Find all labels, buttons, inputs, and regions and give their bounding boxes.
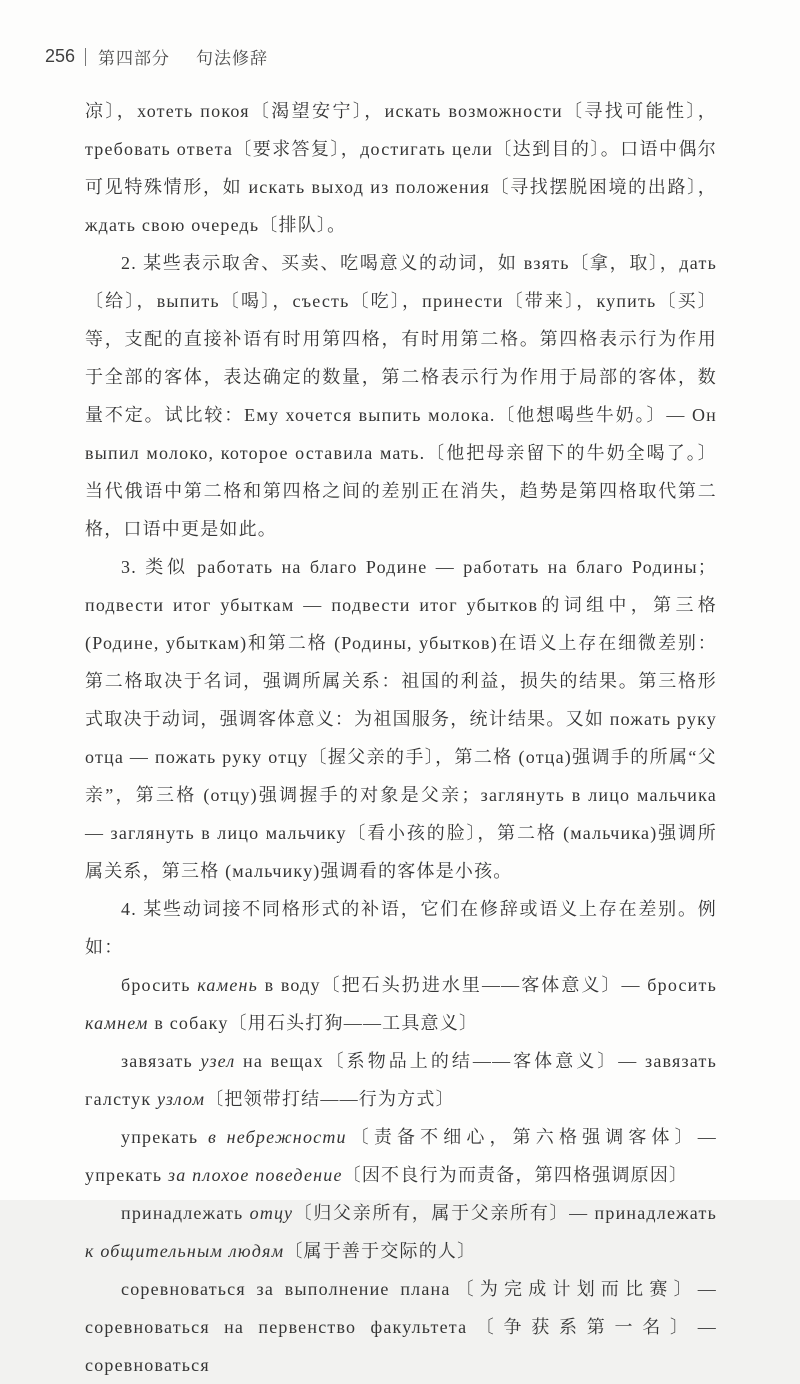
italic-run: узлом [156,1089,206,1109]
paragraph [85,1270,717,1384]
page-number: 256 [45,46,76,66]
paragraph [85,92,717,244]
italic-run: отцу [249,1203,294,1223]
text-run: бросить [121,975,198,995]
italic-run: за плохое поведение [168,1165,343,1185]
italic-run: камнем [85,1013,149,1033]
text-run: завязать [121,1051,201,1071]
paragraph [85,244,717,548]
text-run: упрекать [121,1127,208,1147]
italic-run: узел [200,1051,236,1071]
text-run: на вещах〔系物品上的结——客体意义〕— завязать галстук [85,1051,717,1109]
paragraph [85,966,717,1042]
text-run: 凉〕，хотеть покоя〔渴望安宁〕，искать возможности〔寻找可能性〕，требовать ответа〔要求答复〕，достигать цели〔达到目的〕。口语中偶尔可见特殊情形，如 искать выход из положения〔寻找摆脱困境的出路〕，ждать свою очередь〔排队〕。 [85,101,717,235]
text-run: принадлежать [121,1203,250,1223]
italic-run: камень [197,975,259,995]
text-run: 〔因不良行为而责备，第四格强调原因〕 [342,1165,689,1185]
text-run: 2. 某些表示取舍、买卖、吃喝意义的动词，如 взять〔拿，取〕，дать〔给〕，выпить〔喝〕，съесть〔吃〕，принести〔带来〕，купить〔买〕等，支配的直接补语有时用第四格，有时用第二格。第四格表示行为作用于全部的客体，表达确定的数量，第二格表示行为作用于局部的客体，数量不定。试比较：Ему хочется выпить молока.〔他想喝些牛奶。〕— Он выпил молоко, которое оставила мать.〔他把母亲留下的牛奶全喝了。〕当代俄语中第二格和第四格之间的差别正在消失，趋势是第四格取代第二格，口语中更是如此。 [85,253,717,539]
section-label: 第四部分 [98,49,171,68]
text-run: 〔归父亲所有，属于父亲所有〕— принадлежать [293,1203,718,1223]
text-run: 3. 类似 работать на благо Родине — работать на благо Родины；подвести итог убыткам — подвести итог убытков的词组中，第三格 (Родине, убыткам)和第二格 (Родины, убытков)在语义上存在细微差别：第二格取决于名词，强调所属关系：祖国的利益，损失的结果。第三格形式取决于动词，强调客体意义：为祖国服务，统计结果。又如 пожать руку отца — пожать руку отцу〔握父亲的手〕，第二格 (отца)强调手的所属“父亲”，第三格 (отцу)强调握手的对象是父亲；заглянуть в лицо мальчика — заглянуть в лицо мальчику〔看小孩的脸〕，第二格 (мальчика)强调所属关系，第三格 (мальчику)强调看的客体是小孩。 [85,557,717,881]
text-run: 〔把领带打结——行为方式〕 [205,1089,455,1109]
text-run: 〔责备不细心，第六格强调客体〕— упрекать [85,1127,717,1185]
header-divider [85,48,86,66]
paragraph [85,1194,717,1270]
page-body [85,92,717,1384]
text-run: 4. 某些动词接不同格形式的补语，它们在修辞或语义上存在差别。例如： [85,899,717,957]
text-run: в воду〔把石头扔进水里——客体意义〕— бросить [258,975,717,995]
paragraph [85,1118,717,1194]
italic-run: к общительным людям [85,1241,285,1261]
text-run: в собаку〔用石头打狗——工具意义〕 [148,1013,479,1033]
text-run: 〔属于善于交际的人〕 [284,1241,477,1261]
paragraph [85,1042,717,1118]
chapter-title: 句法修辞 [196,49,269,68]
italic-run: в небрежности [207,1127,347,1147]
text-run: соревноваться за выполнение плана〔为完成计划而比赛〕— соревноваться на первенство факультета〔争获系第一名〕— соревноваться [85,1279,717,1375]
running-head [45,44,268,69]
paragraph [85,890,717,966]
paragraph [85,548,717,890]
